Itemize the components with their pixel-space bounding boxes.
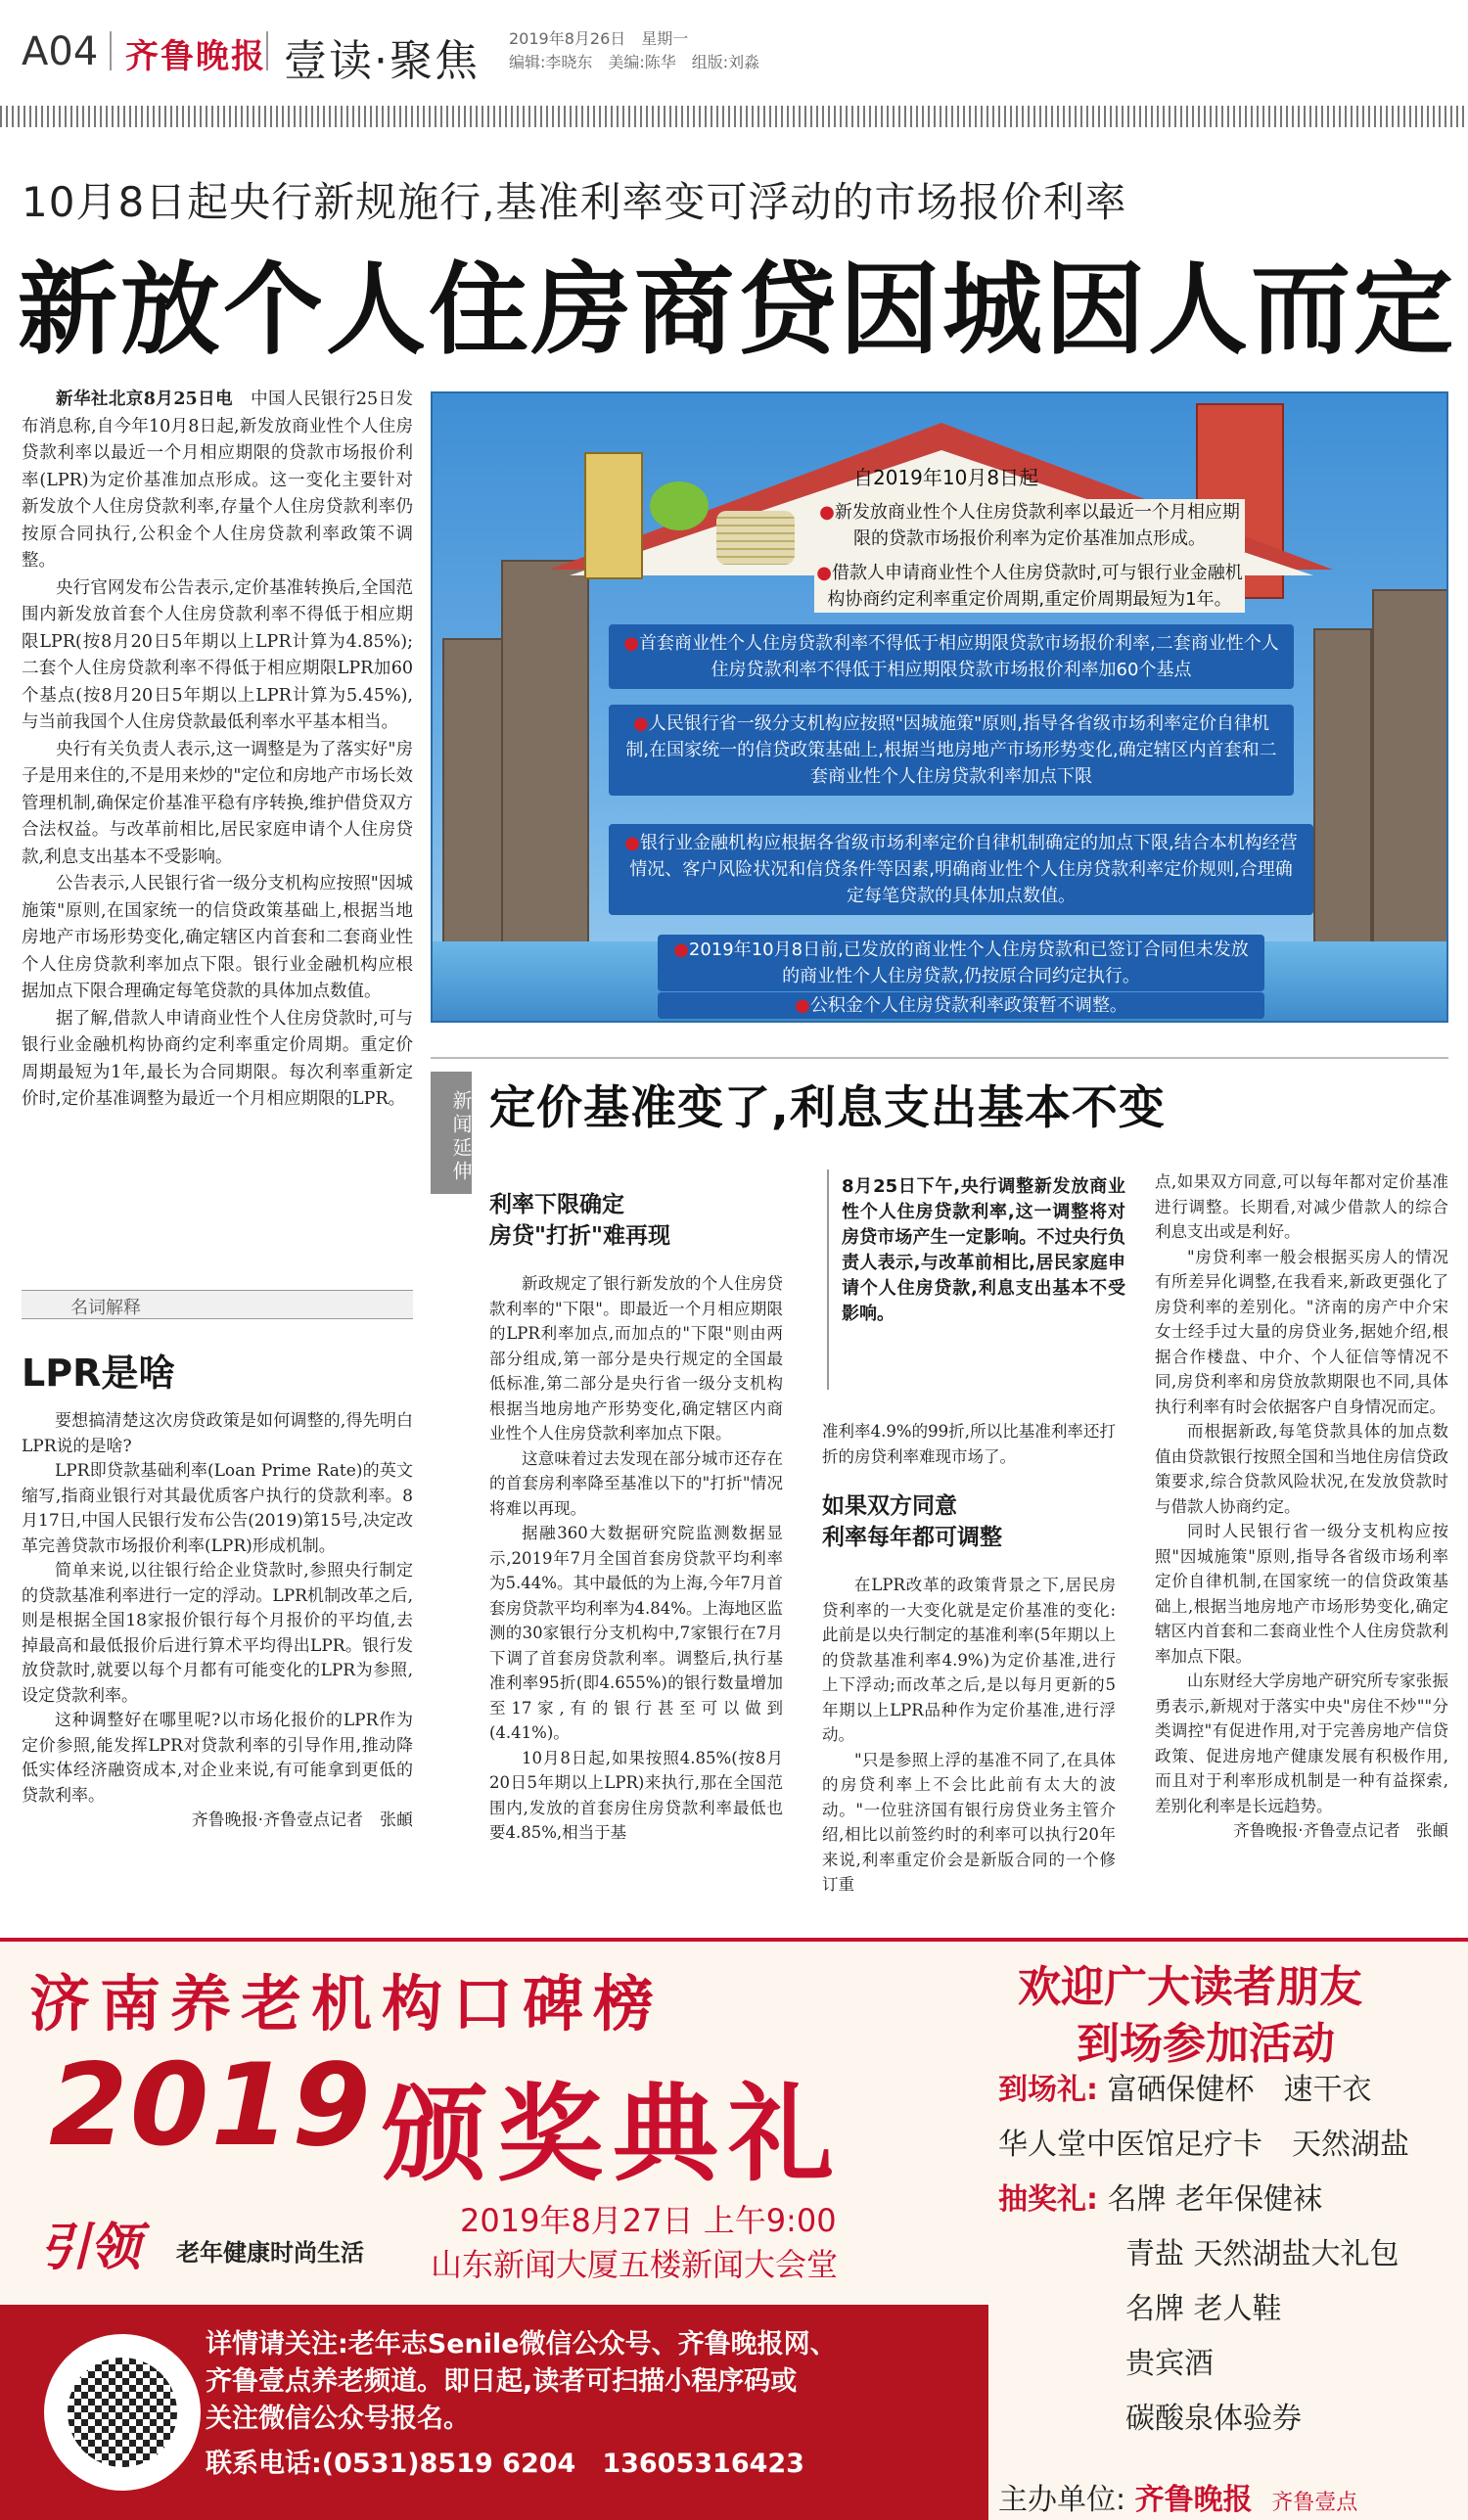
article-paragraph: 同时人民银行省一级分支机构应按照"因城施策"原则,指导各省级市场利率定价自律机制,在国家统一的信贷政策基础上,根据当地房地产市场形势变化,确定辖区内首套和二套商业性个人住房贷款利率加点下限。 xyxy=(1155,1522,1448,1666)
glossary-title: LPR是啥 xyxy=(22,1352,176,1395)
bullet-icon: ● xyxy=(624,833,640,853)
brand-slogan: 老年健康时尚生活 xyxy=(176,2239,364,2267)
extension-column-2 xyxy=(822,1419,1116,1898)
policy-item xyxy=(609,824,1313,915)
bullet-icon: ● xyxy=(623,633,639,654)
policy-item xyxy=(814,499,1245,552)
gift-item: 华人堂中医馆足疗卡 天然湖盐 xyxy=(998,2128,1409,2162)
lottery-item: 贵宾酒 xyxy=(1125,2347,1214,2381)
article-paragraph: 山东财经大学房地产研究所专家张振勇表示,新规对于落实中央"房住不炒""分类调控"有促进作用,对于完善房地产信贷政策、促进房地产健康发展有积极作用,而且对于利率形成机制是一种有益探索,差别化利率是长远趋势。 xyxy=(1155,1672,1448,1815)
ad-info xyxy=(206,2326,969,2483)
issue-date: 2019年8月26日 星期一 xyxy=(509,29,689,48)
glossary-tag: 名词解释 xyxy=(70,1298,141,1318)
host-logo: 齐鲁晚报 xyxy=(1134,2483,1253,2517)
gift-list xyxy=(998,2063,1458,2447)
header-divider xyxy=(110,31,112,70)
article-paragraph: "房贷利率一般会根据买房人的情况有所差异化调整,在我看来,新政更强化了房贷利率的差别化。"济南的房产中介宋女士经手过大量的房贷业务,据她介绍,根据合作楼盘、中介、个人征信等情况不同,房贷利率和房贷放款期限也不同,具体执行利率有时会依据客户自身情况而定。 xyxy=(1155,1247,1448,1416)
lottery-item: 青盐 天然湖盐大礼包 xyxy=(1125,2237,1399,2271)
host-row xyxy=(998,2475,1357,2518)
glossary-tag-bar xyxy=(22,1290,413,1319)
ad-title: 济南养老机构口碑榜 xyxy=(29,1968,665,2039)
lottery-label: 抽奖礼: xyxy=(998,2182,1098,2217)
info-line: 齐鲁壹点养老频道。即日起,读者可扫描小程序码或 xyxy=(206,2366,798,2397)
policy-item-text: 借款人申请商业性个人住房贷款时,可与银行业金融机构协商约定利率重定价周期,重定价周期最短为1年。 xyxy=(827,563,1243,610)
ad-award: 颁奖典礼 xyxy=(382,2073,845,2196)
policy-item-text: 新发放商业性个人住房贷款利率以最近一个月相应期限的贷款市场报价利率为定价基准加点形成。 xyxy=(834,502,1240,549)
policy-item-text: 银行业金融机构应根据各省级市场利率定价自律机制确定的加点下限,结合本机构经营情况、客户风险状况和信贷条件等因素,明确商业性个人住房贷款利率定价规则,合理确定每笔贷款的具体加点数值。 xyxy=(629,833,1298,906)
newspaper-logo: 齐鲁晚报 xyxy=(125,37,266,76)
policy-item-text: 人民银行省一级分支机构应按照"因城施策"原则,指导各省级市场利率定价自律机制,在国家统一的信贷政策基础上,根据当地房地产市场形势变化,确定辖区内首套和二套商业性个人住房贷款利率加点下限 xyxy=(625,713,1277,787)
lead-paragraph: 中国人民银行25日发布消息称,自今年10月8日起,新发放商业性个人住房贷款利率以最近一个月相应期限的贷款市场报价利率(LPR)为定价基准加点形成。这一变化主要针对新发放个人住房贷款利率,存量个人住房贷款利率仍按原合同执行,公积金个人住房贷款利率政策不调整。 xyxy=(22,389,414,571)
policy-item xyxy=(814,560,1245,613)
extension-headline: 定价基准变了,利息支出基本不变 xyxy=(489,1081,1166,1135)
policy-item xyxy=(609,624,1294,689)
event-date: 2019年8月27日 上午9:00 xyxy=(460,2202,837,2239)
article-paragraph: 这意味着过去发现在部分城市还存在的首套房利率降至基准以下的"打折"情况将难以再现。 xyxy=(489,1448,783,1518)
lottery-item: 名牌 老年保健袜 xyxy=(1107,2182,1323,2217)
building-left xyxy=(501,560,589,961)
bullet-icon: ● xyxy=(819,502,835,523)
ad-year: 2019 xyxy=(49,2039,373,2172)
glossary-paragraph: 这种调整好在哪里呢?以市场化报价的LPR作为定价参照,能发挥LPR对贷款利率的引导作用,推动降低实体经济融资成本,对企业来说,有可能拿到更低的贷款利率。 xyxy=(22,1711,413,1806)
byline: 齐鲁晚报·齐鲁壹点记者 张頔 xyxy=(1233,1821,1448,1840)
subhead: 利率下限确定 房贷"打折"难再现 xyxy=(489,1192,670,1249)
policy-item xyxy=(658,992,1264,1019)
info-line: 关注微信公众号报名。 xyxy=(206,2404,470,2434)
bullet-icon: ● xyxy=(673,939,689,960)
businessman-figure xyxy=(584,452,643,579)
gift-item: 富硒保健杯 速干衣 xyxy=(1107,2073,1372,2107)
gift-label: 到场礼: xyxy=(998,2073,1098,2107)
article-paragraph: 在LPR改革的政策背景之下,居民房贷利率的一大变化就是定价基准的变化:此前是以央行制定的基准利率(5年期以上的贷款基准利率4.9%)为定价基准,进行上下浮动;而改革之后,是以每月更新的5年期以上LPR品种作为定价基准,进行浮动。 xyxy=(822,1576,1116,1744)
lead-paragraph: 央行官网发布公告表示,定价基准转换后,全国范围内新发放首套个人住房贷款利率不得低于相应期限LPR(按8月20日5年期以上LPR计算为4.85%);二套个人住房贷款利率不得低于相应期限LPR加60个基点(按8月20日5年期以上LPR计算为5.45%),与当前我国个人住房贷款最低利率水平基本相当。 xyxy=(22,577,413,732)
lottery-item: 名牌 老人鞋 xyxy=(1125,2292,1282,2326)
lottery-item: 碳酸泉体验券 xyxy=(1125,2402,1302,2436)
article-paragraph: 据融360大数据研究院监测数据显示,2019年7月全国首套房贷款平均利率为5.44%。其中最低的为上海,今年7月首套房贷款平均利率为4.84%。上海地区监测的30家银行分支机构中,7家银行在7月下调了首套房贷款利率。调整后,执行基准利率95折(即4.655%)的银行数量增加至17家,有的银行甚至可以做到(4.41%)。 xyxy=(489,1524,783,1742)
section-title: 壹读·聚焦 xyxy=(284,36,480,86)
subhead: 如果双方同意 利率每年都可调整 xyxy=(822,1493,1002,1550)
byline: 齐鲁晚报·齐鲁壹点记者 张頔 xyxy=(191,1810,413,1830)
policy-item-text: 公积金个人住房贷款利率政策暂不调整。 xyxy=(809,995,1127,1016)
extension-column-3 xyxy=(1155,1169,1448,1844)
glossary-paragraph: 要想搞清楚这次房贷政策是如何调整的,得先明白LPR说的是啥? xyxy=(22,1411,413,1456)
article-paragraph: "只是参照上浮的基准不同了,在具体的房贷利率上不会比此前有太大的波动。"一位驻济国有银行房贷业务主管介绍,相比以前签约时的利率可以执行20年来说,利率重定价会是新版合同的一个修订重 xyxy=(822,1750,1116,1894)
header-divider xyxy=(266,31,268,70)
bullet-icon: ● xyxy=(816,563,832,583)
qr-code[interactable] xyxy=(44,2334,201,2491)
article-paragraph: 点,如果双方同意,可以每年都对定价基准进行调整。长期看,对减少借款人的综合利息支出或是利好。 xyxy=(1155,1172,1448,1241)
host-label: 主办单位: xyxy=(998,2483,1126,2517)
extension-column-1 xyxy=(489,1189,783,1846)
editor-credits: 编辑:李晓东 美编:陈华 组版:刘淼 xyxy=(509,53,760,71)
article-paragraph: 而根据新政,每笔贷款具体的加点数值由贷款银行按照全国和当地住房信贷政策要求,综合贷款风险状况,在发放贷款时与借款人协商约定。 xyxy=(1155,1422,1448,1516)
article-paragraph: 新政规定了银行新发放的个人住房贷款利率的"下限"。即最近一个月相应期限的LPR利率加点,而加点的"下限"则由两部分组成,第一部分是央行规定的全国最低标准,第二部分是央行省一级分支机构根据当地房地产形势变化,确定辖区内商业性个人住房贷款利率加点下限。 xyxy=(489,1274,783,1443)
glossary-paragraph: 简单来说,以往银行给企业贷款时,参照央行制定的贷款基准利率进行一定的浮动。LPR机制改革之后,则是根据全国18家报价银行每个月报价的平均值,去掉最高和最低报价后进行算术平均得出LPR。银行发放贷款时,就要以每个月都有可能变化的LPR为参照,设定贷款利率。 xyxy=(22,1561,413,1706)
building-right xyxy=(1313,628,1372,961)
lead-paragraph: 据了解,借款人申请商业性个人住房贷款时,可与银行业金融机构协商约定利率重定价周期。重定价周期最短为1年,最长为合同期限。每次利率重新定价时,定价基准调整为最近一个月相应期限的LPR。 xyxy=(22,1008,413,1109)
lead-paragraph: 公告表示,人民银行省一级分支机构应按照"因城施策"原则,在国家统一的信贷政策基础上,根据当地房地产市场形势变化,确定辖区内首套和二套商业性个人住房贷款利率加点下限。银行业金融机构应根据加点下限合理确定每笔贷款的具体加点数值。 xyxy=(22,874,413,1001)
policy-item-text: 2019年10月8日前,已发放的商业性个人住房贷款和已签订合同但未发放的商业性个人住房贷款,仍按原合同约定执行。 xyxy=(688,939,1249,986)
header-meta xyxy=(509,27,759,74)
info-line: 详情请关注:老年志Senile微信公众号、齐鲁晚报网、 xyxy=(206,2329,837,2360)
infographic-title: 自2019年10月8日起 xyxy=(853,466,1039,489)
bullet-icon: ● xyxy=(633,713,649,734)
money-bag-icon xyxy=(650,481,709,530)
bullet-icon: ● xyxy=(795,995,810,1016)
summary-box: 8月25日下午,央行调整新发放商业性个人住房贷款利率,这一调整将对房贷市场产生一定影响。不过央行负责人表示,与改革前相比,居民家庭申请个人住房贷款,利息支出基本不受影响。 xyxy=(842,1176,1125,1324)
page-number: A04 xyxy=(22,29,99,74)
brand-logo: 引领 xyxy=(39,2218,142,2277)
welcome-line: 到场参加活动 xyxy=(1077,2019,1335,2069)
section-divider xyxy=(431,1057,1448,1059)
column-divider xyxy=(827,1169,829,1390)
glossary-paragraph: LPR即贷款基础利率(Loan Prime Rate)的英文缩写,指商业银行对其最优质客户执行的贷款利率。8月17日,中国人民银行发布公告(2019)第15号,决定改革完善贷款市场报价利率(LPR)形成机制。 xyxy=(22,1461,413,1556)
contact-phone: 联系电话:(0531)8519 6204 13605316423 xyxy=(206,2449,804,2479)
main-headline: 新放个人住房商贷因城因人而定 xyxy=(18,252,1456,369)
sub-headline: 10月8日起央行新规施行,基准利率变可浮动的市场报价利率 xyxy=(22,178,1127,226)
event-venue: 山东新闻大厦五楼新闻大会堂 xyxy=(431,2246,839,2283)
lead-article xyxy=(22,387,413,1114)
policy-item-text: 首套商业性个人住房贷款利率不得低于相应期限贷款市场报价利率,二套商业性个人住房贷款利率不得低于相应期限贷款市场报价利率加60个基点 xyxy=(639,633,1279,680)
welcome-line: 欢迎广大读者朋友 xyxy=(1018,1962,1362,2012)
policy-item xyxy=(609,705,1294,796)
host-logo: 齐鲁壹点 xyxy=(1271,2491,1358,2515)
header-stripe xyxy=(0,106,1468,127)
policy-item xyxy=(658,935,1264,991)
building-right xyxy=(1372,589,1448,961)
article-paragraph: 10月8日起,如果按照4.85%(按8月20日5年期以上LPR)来执行,那在全国范围内,发放的首套房住房贷款利率最低也要4.85%,相当于基 xyxy=(489,1748,783,1842)
lead-paragraph: 央行有关负责人表示,这一调整是为了落实好"房子是用来住的,不是用来炒的"定位和房地产市场长效管理机制,确保定价基准平稳有序转换,维护借贷双方合法权益。与改革前相比,居民家庭申请个人住房贷款,利息支出基本不受影响。 xyxy=(22,739,413,867)
policy-infographic xyxy=(431,391,1448,1023)
article-paragraph: 准利率4.9%的99折,所以比基准利率还打折的房贷利率难现市场了。 xyxy=(822,1422,1116,1466)
coin-stack-icon xyxy=(716,511,795,565)
dateline: 新华社北京8月25日电 xyxy=(56,389,234,409)
glossary-article xyxy=(22,1409,413,1834)
news-extension-tag: 新闻延伸 xyxy=(431,1072,472,1194)
qr-pattern xyxy=(68,2358,177,2467)
